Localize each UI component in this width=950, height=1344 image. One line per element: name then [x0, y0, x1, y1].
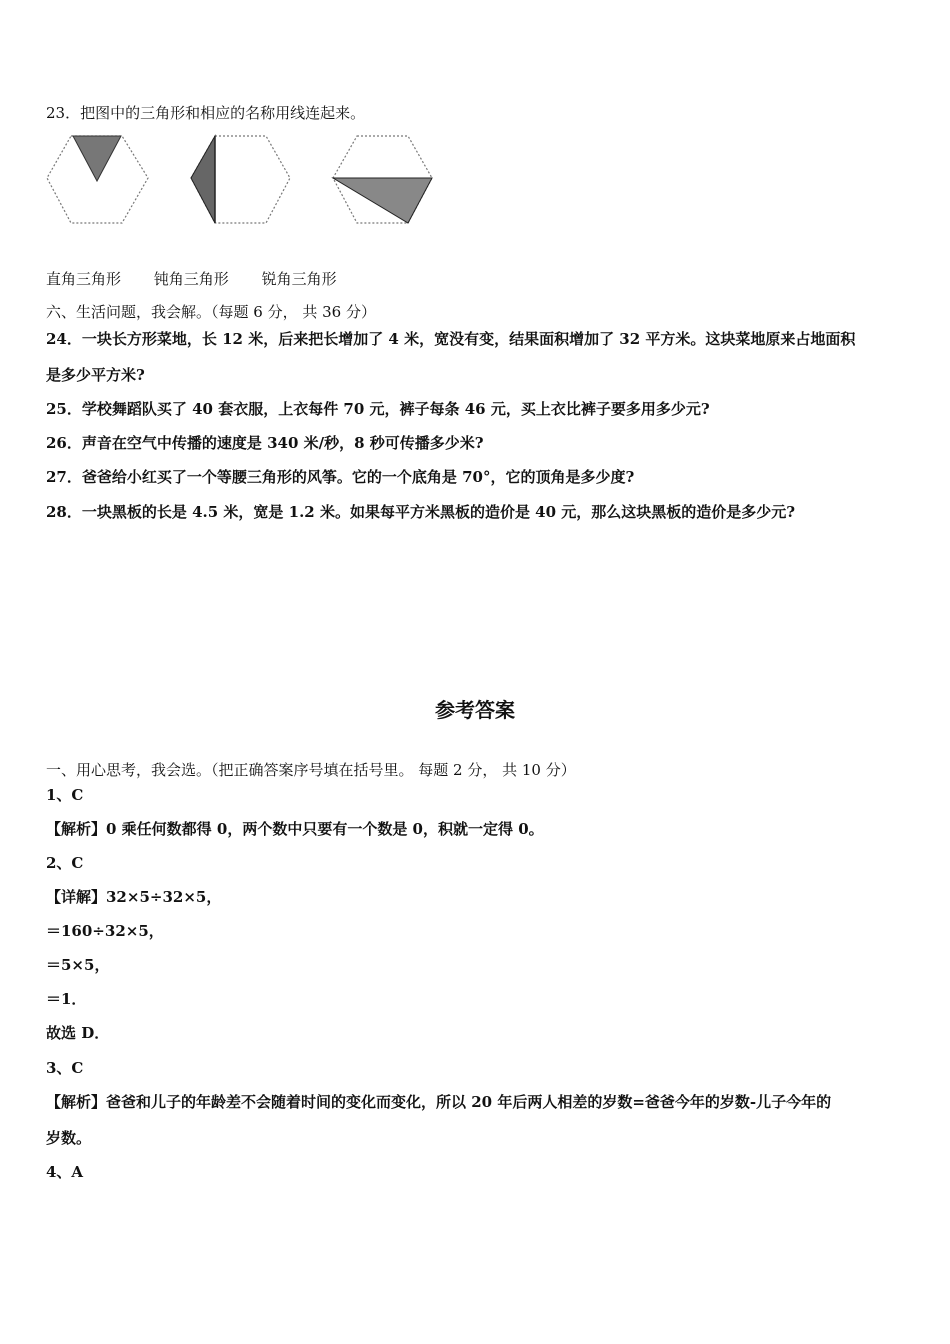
hexagon-left-triangle	[191, 136, 290, 223]
answer-1: 1、C	[46, 786, 84, 804]
question-23: 23．把图中的三角形和相应的名称用线连起来。	[46, 104, 366, 122]
label-right-triangle: 直角三角形	[46, 270, 122, 288]
question-24-line2: 是多少平方米?	[46, 366, 145, 384]
hexagon-top-triangle	[47, 136, 148, 223]
answer-2: 2、C	[46, 854, 84, 872]
answer-4: 4、A	[46, 1163, 84, 1181]
question-25: 25．学校舞蹈队买了 40 套衣服，上衣每件 70 元，裤子每条 46 元，买上衣比裤子要多用多少元?	[46, 400, 710, 418]
answers-title: 参考答案	[435, 698, 515, 722]
label-acute-triangle: 锐角三角形	[261, 270, 337, 288]
hexagon-figures	[44, 128, 444, 228]
label-obtuse-triangle: 钝角三角形	[153, 270, 229, 288]
answers-section-1-heading: 一、用心思考，我会选。（把正确答案序号填在括号里。 每题 2 分， 共 10 分）	[46, 761, 576, 779]
answer-2-step-2: ＝160÷32×5，	[46, 922, 164, 940]
hexagon-middle-triangle	[333, 136, 432, 223]
answer-3-explanation-line1: 【解析】爸爸和儿子的年龄差不会随着时间的变化而变化，所以 20 年后两人相差的岁数=爸爸今年的岁数-儿子今年的	[46, 1093, 832, 1111]
answer-2-step-4: ＝1．	[46, 990, 87, 1008]
answer-2-step-3: ＝5×5，	[46, 956, 110, 974]
question-27: 27．爸爸给小红买了一个等腰三角形的风筝。它的一个底角是 70°，它的顶角是多少度?	[46, 468, 635, 486]
answer-2-step-1: 【详解】32×5÷32×5，	[46, 888, 222, 906]
question-26: 26．声音在空气中传播的速度是 340 米/秒，8 秒可传播多少米?	[46, 434, 484, 452]
answer-3-explanation-line2: 岁数。	[46, 1129, 92, 1147]
answer-3: 3、C	[46, 1059, 84, 1077]
question-24-line1: 24．一块长方形菜地，长 12 米，后来把长增加了 4 米，宽没有变，结果面积增加了 32 平方米。这块菜地原来占地面积	[46, 330, 856, 348]
triangle-name-labels	[46, 269, 365, 289]
answer-2-step-5: 故选 D．	[46, 1024, 110, 1042]
section-6-heading: 六、生活问题，我会解。（每题 6 分， 共 36 分）	[46, 303, 376, 321]
question-28: 28．一块黑板的长是 4.5 米，宽是 1.2 米。如果每平方米黑板的造价是 40 元，那么这块黑板的造价是多少元?	[46, 503, 796, 521]
answer-1-explanation: 【解析】0 乘任何数都得 0，两个数中只要有一个数是 0，积就一定得 0。	[46, 820, 544, 838]
hexagon-figures-svg	[44, 128, 444, 228]
